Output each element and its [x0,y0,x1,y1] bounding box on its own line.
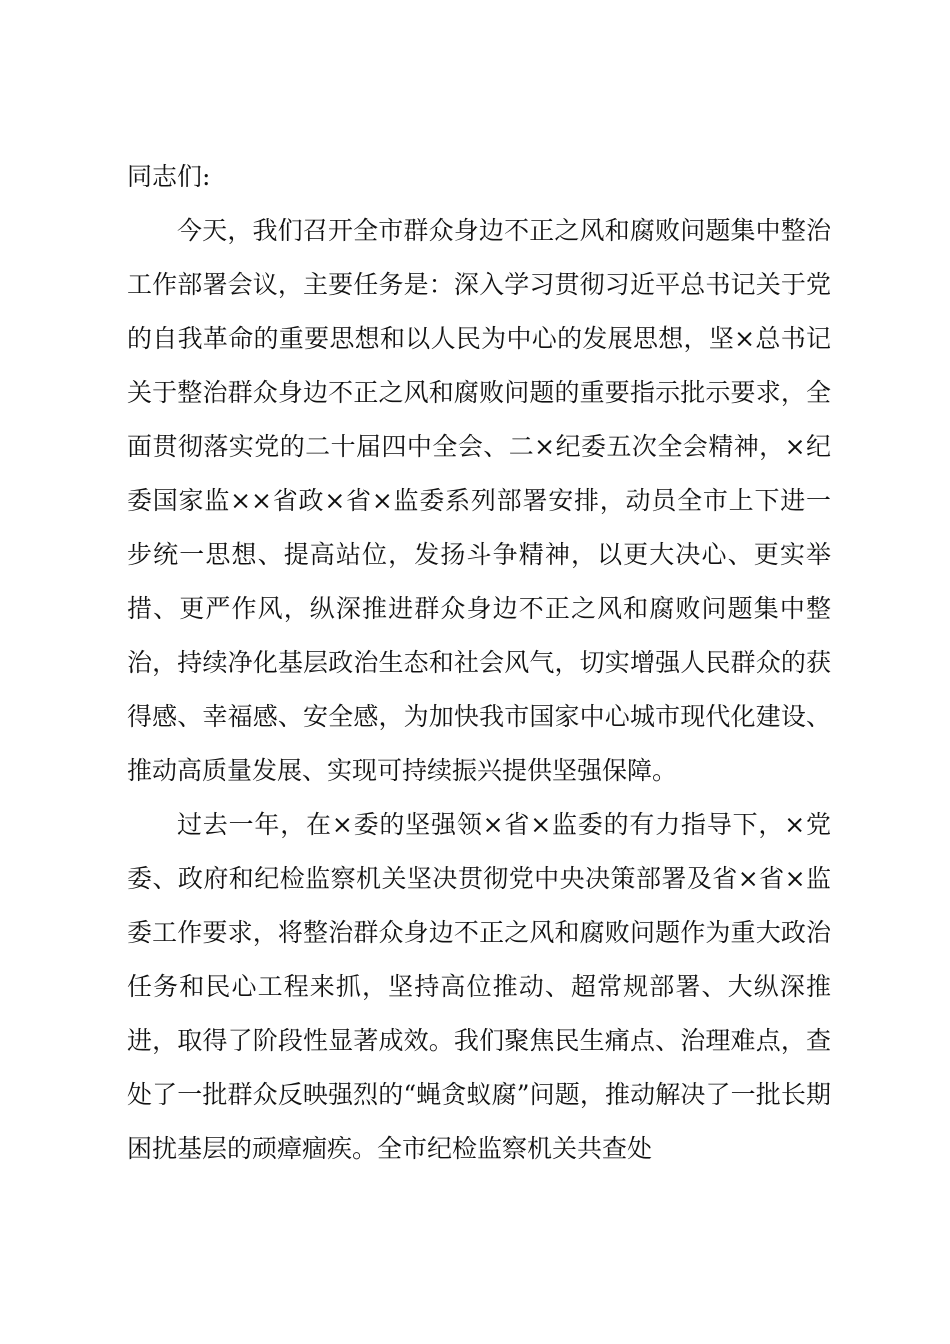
paragraph-opening: 今天，我们召开全市群众身边不正之风和腐败问题集中整治工作部署会议，主要任务是：深入学习贯彻习近平总书记关于党的自我革命的重要思想和以人民为中心的发展思想，坚×总书记关于整治群众身边不正之风和腐败问题的重要指示批示要求，全面贯彻落实党的二十届四中全会、二×纪委五次全会精神，×纪委国家监××省政×省×监委系列部署安排，动员全市上下进一步统一思想、提高站位，发扬斗争精神，以更大决心、更实举措、更严作风，纵深推进群众身边不正之风和腐败问题集中整治，持续净化基层政治生态和社会风气，切实增强人民群众的获得感、幸福感、安全感，为加快我市国家中心城市现代化建设、推动高质量发展、实现可持续振兴提供坚强保障。 [127,216,831,785]
paragraph-review: 过去一年，在×委的坚强领×省×监委的有力指导下，×党委、政府和纪检监察机关坚决贯彻党中央决策部署及省×省×监委工作要求，将整治群众身边不正之风和腐败问题作为重大政治任务和民心工程来抓，坚持高位推动、超常规部署、大纵深推进，取得了阶段性显著成效。我们聚焦民生痛点、治理难点，查处了一批群众反映强烈的“蝇贪蚁腐”问题，推动解决了一批长期困扰基层的顽瘴痼疾。全市纪检监察机关共查处 [127,810,831,1163]
salutation: 同志们: [127,162,211,191]
document-body [127,150,831,1176]
